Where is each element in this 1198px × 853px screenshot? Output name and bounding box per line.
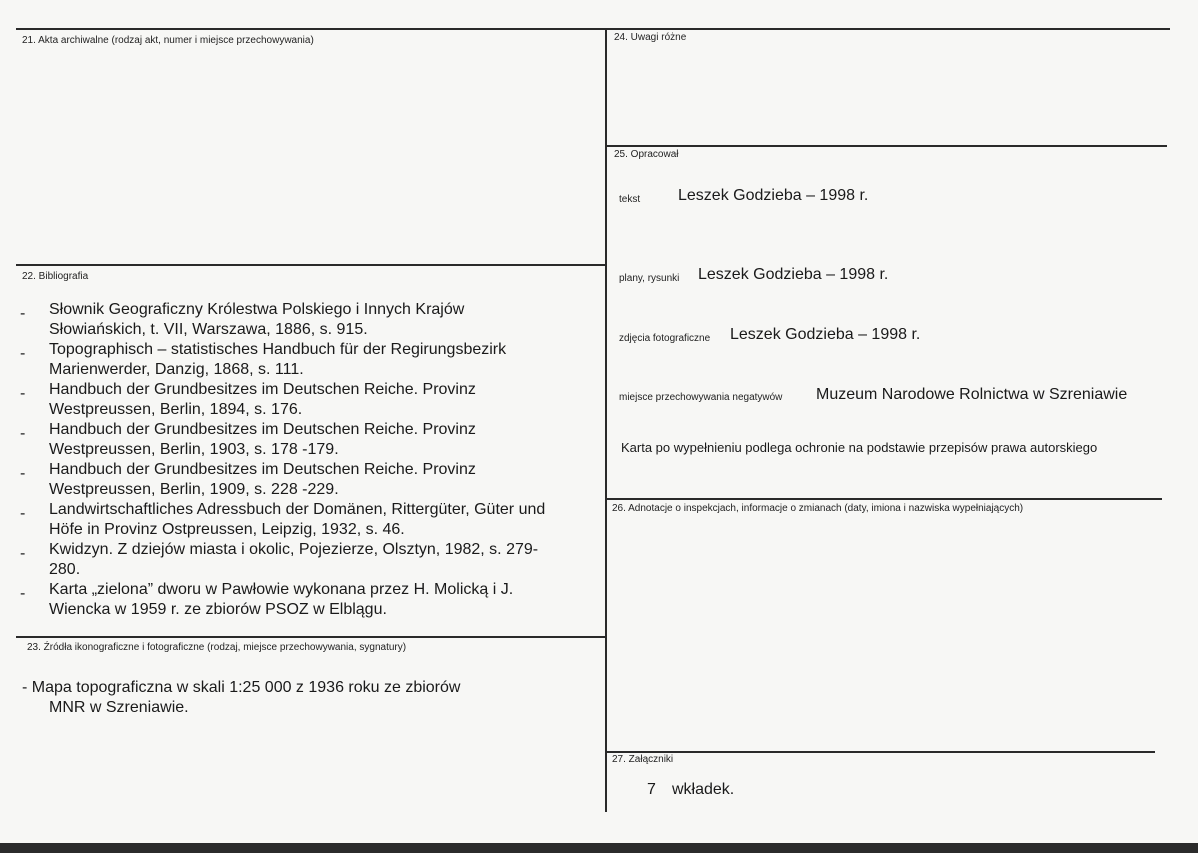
copyright-note: Karta po wypełnieniu podlega ochronie na podstawie przepisów prawa autorskiego <box>621 440 1098 455</box>
rule-22 <box>16 264 606 266</box>
bibliography-item <box>20 500 600 540</box>
section-23-header: 23. Źródła ikonograficzne i fotograficzne (rodzaj, miejsce przechowywania, sygnatury) <box>27 642 407 653</box>
bibliography-line: Höfe in Provinz Ostpreussen, Leipzig, 1932, s. 46. <box>49 521 405 538</box>
rule-23 <box>16 636 606 638</box>
bibliography-line: Westpreussen, Berlin, 1909, s. 228 -229. <box>49 481 339 498</box>
bibliography-line: Kwidzyn. Z dziejów miasta i okolic, Pojezierze, Olsztyn, 1982, s. 279- <box>49 541 539 558</box>
bullet-dash: - <box>20 545 26 562</box>
zdjecia-label: zdjęcia fotograficzne <box>619 333 711 344</box>
bibliography-line: Wiencka w 1959 r. ze zbiorów PSOZ w Elblągu. <box>49 601 387 618</box>
bibliography-item <box>20 380 600 420</box>
bibliography-line: Westpreussen, Berlin, 1903, s. 178 -179. <box>49 441 339 458</box>
bibliography-line: Landwirtschaftliches Adressbuch der Domänen, Rittergüter, Güter und <box>49 501 546 518</box>
top-rule <box>16 28 1170 30</box>
bullet-dash: - <box>20 465 26 482</box>
source-line-1: - Mapa topograficzna w skali 1:25 000 z 1936 roku ze zbiorów <box>22 679 461 696</box>
tekst-value: Leszek Godzieba – 1998 r. <box>678 187 869 204</box>
bibliography-line: Słownik Geograficzny Królestwa Polskiego i Innych Krajów <box>49 301 465 318</box>
bibliography-item <box>20 460 600 500</box>
rule-25 <box>607 145 1167 147</box>
tekst-label: tekst <box>619 194 641 205</box>
scan-bottom-edge <box>0 843 1198 853</box>
rule-27 <box>607 751 1155 753</box>
bibliography-line: Handbuch der Grundbesitzes im Deutschen Reiche. Provinz <box>49 421 476 438</box>
attachments-unit: wkładek. <box>672 781 735 798</box>
negatywy-label: miejsce przechowywania negatywów <box>619 392 783 403</box>
bibliography-line: Karta „zielona” dworu w Pawłowie wykonana przez H. Molicką i J. <box>49 581 514 598</box>
source-line-2: MNR w Szreniawie. <box>49 699 189 716</box>
bullet-dash: - <box>20 425 26 442</box>
bibliography-item <box>20 580 600 620</box>
bibliography-line: 280. <box>49 561 81 578</box>
bibliography-line: Słowiańskich, t. VII, Warszawa, 1886, s. 915. <box>49 321 368 338</box>
bibliography-line: Handbuch der Grundbesitzes im Deutschen Reiche. Provinz <box>49 381 476 398</box>
bibliography-item <box>20 340 600 380</box>
bullet-dash: - <box>20 305 26 322</box>
bibliography-item <box>20 540 600 580</box>
section-21-header: 21. Akta archiwalne (rodzaj akt, numer i miejsce przechowywania) <box>22 35 314 46</box>
plany-value: Leszek Godzieba – 1998 r. <box>698 266 889 283</box>
section-26-header: 26. Adnotacje o inspekcjach, informacje o zmianach (daty, imiona i nazwiska wypełniających) <box>612 503 1024 514</box>
vertical-divider <box>605 30 607 812</box>
bibliography-item <box>20 420 600 460</box>
bibliography-line: Westpreussen, Berlin, 1894, s. 176. <box>49 401 303 418</box>
bullet-dash: - <box>20 385 26 402</box>
zdjecia-value: Leszek Godzieba – 1998 r. <box>730 326 921 343</box>
bibliography-item <box>20 300 600 340</box>
section-22-header: 22. Bibliografia <box>22 271 89 282</box>
bibliography-line: Handbuch der Grundbesitzes im Deutschen Reiche. Provinz <box>49 461 476 478</box>
rule-26 <box>607 498 1162 500</box>
negatywy-value: Muzeum Narodowe Rolnictwa w Szreniawie <box>816 386 1128 403</box>
section-24-header: 24. Uwagi różne <box>614 32 687 43</box>
bullet-dash: - <box>20 585 26 602</box>
bibliography-list <box>20 300 600 620</box>
plany-label: plany, rysunki <box>619 273 680 284</box>
bullet-dash: - <box>20 345 26 362</box>
attachments-count: 7 <box>647 781 656 798</box>
bullet-dash: - <box>20 505 26 522</box>
bibliography-line: Marienwerder, Danzig, 1868, s. 111. <box>49 361 304 378</box>
section-25-header: 25. Opracował <box>614 149 679 160</box>
bibliography-line: Topographisch – statistisches Handbuch für der Regirungsbezirk <box>49 341 507 358</box>
section-27-header: 27. Załączniki <box>612 754 674 765</box>
